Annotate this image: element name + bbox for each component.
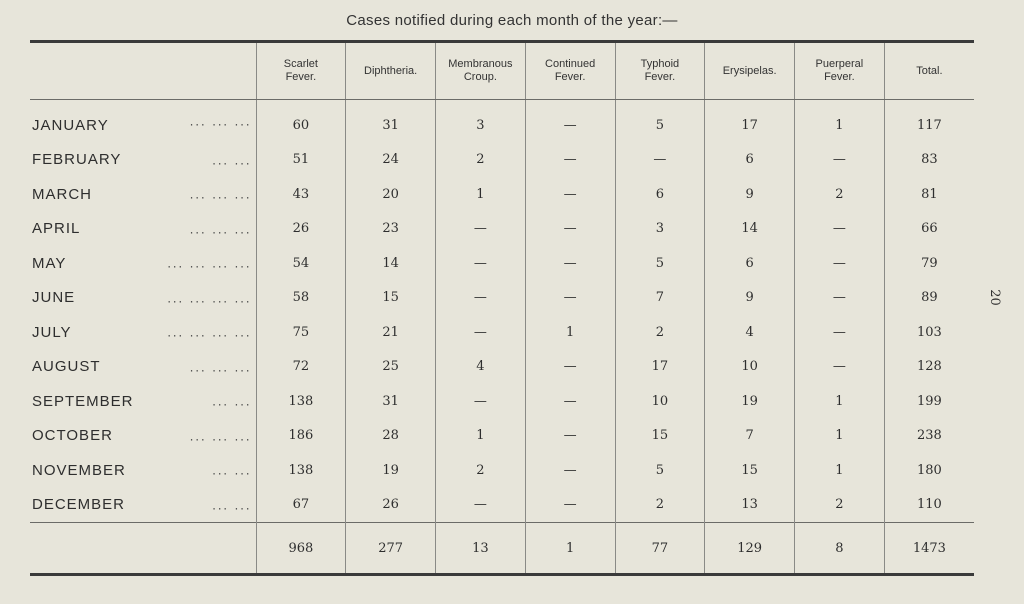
header-total: Total. [884,42,974,100]
month-cell [30,315,256,350]
value-cell: 23 [346,212,436,247]
value-cell: 128 [884,350,974,385]
value-cell: 17 [705,100,795,143]
header-membranous-croup: Membranous Croup. [436,42,526,100]
header-row [30,42,974,100]
value-cell: 89 [884,281,974,316]
value-cell: — [525,419,615,454]
value-cell: 14 [705,212,795,247]
value-cell: 15 [705,453,795,488]
value-cell: 1 [795,419,885,454]
leader-dots: ... ... [212,462,252,478]
value-cell: 14 [346,246,436,281]
leader-dots: ... ... ... ... [167,290,252,306]
value-cell: 1 [525,315,615,350]
value-cell: 5 [615,453,705,488]
month-label: SEPTEMBER [32,392,134,410]
value-cell: 31 [346,100,436,143]
leader-dots: ... ... [212,497,252,513]
value-cell: 4 [436,350,526,385]
value-cell: 186 [256,419,346,454]
header-month-blank [30,42,256,100]
value-cell: 6 [615,177,705,212]
value-cell: 26 [256,212,346,247]
value-cell: 3 [615,212,705,247]
value-cell: 83 [884,143,974,178]
value-cell: 66 [884,212,974,247]
table-row [30,100,974,143]
header-puerperal-fever: Puerperal Fever. [795,42,885,100]
value-cell: — [436,246,526,281]
value-cell: 1 [436,177,526,212]
value-cell: 54 [256,246,346,281]
month-label: DECEMBER [32,496,126,514]
total-cell: 1 [525,523,615,575]
value-cell: 9 [705,281,795,316]
value-cell: — [525,100,615,143]
month-cell [30,350,256,385]
value-cell: 10 [615,384,705,419]
value-cell: 180 [884,453,974,488]
value-cell: — [795,246,885,281]
value-cell: 4 [705,315,795,350]
table-row [30,281,974,316]
total-cell: 277 [346,523,436,575]
value-cell: — [525,384,615,419]
table-row [30,143,974,178]
value-cell: 2 [436,453,526,488]
total-cell: 968 [256,523,346,575]
table-row [30,246,974,281]
value-cell: 103 [884,315,974,350]
value-cell: — [795,315,885,350]
table-row [30,384,974,419]
value-cell: 2 [615,488,705,523]
value-cell: — [525,143,615,178]
table-row [30,350,974,385]
table-caption: Cases notified during each month of the year:— [346,12,678,29]
value-cell: — [795,281,885,316]
leader-dots: ... ... ... [189,359,252,375]
value-cell: — [436,212,526,247]
value-cell: 110 [884,488,974,523]
value-cell: 24 [346,143,436,178]
month-label: MARCH [32,185,92,203]
total-cell: 129 [705,523,795,575]
value-cell: 6 [705,143,795,178]
table-row [30,177,974,212]
value-cell: 3 [436,100,526,143]
value-cell: 2 [795,488,885,523]
value-cell: — [795,350,885,385]
value-cell: — [525,453,615,488]
value-cell: 15 [346,281,436,316]
month-label: NOVEMBER [32,461,126,479]
value-cell: 67 [256,488,346,523]
value-cell: 2 [795,177,885,212]
value-cell: 28 [346,419,436,454]
value-cell: 72 [256,350,346,385]
value-cell: 19 [705,384,795,419]
value-cell: 1 [795,453,885,488]
cases-table [30,40,974,576]
value-cell: — [615,143,705,178]
month-label: OCTOBER [32,427,113,445]
month-label: MAY [32,254,67,272]
value-cell: 21 [346,315,436,350]
value-cell: 199 [884,384,974,419]
value-cell: — [525,350,615,385]
leader-dots: ... ... ... [189,186,252,202]
month-cell [30,246,256,281]
header-erysipelas: Erysipelas. [705,42,795,100]
leader-dots: ... ... ... [189,221,252,237]
table-row [30,419,974,454]
value-cell: — [795,143,885,178]
value-cell: 1 [436,419,526,454]
value-cell: 117 [884,100,974,143]
month-cell [30,212,256,247]
total-cell: 1473 [884,523,974,575]
value-cell: 19 [346,453,436,488]
month-cell [30,453,256,488]
value-cell: 5 [615,100,705,143]
value-cell: 13 [705,488,795,523]
value-cell: 5 [615,246,705,281]
value-cell: 9 [705,177,795,212]
leader-dots: ... ... ... [189,113,252,129]
leader-dots: ... ... ... [189,428,252,444]
month-cell [30,100,256,143]
value-cell: — [436,281,526,316]
totals-row [30,523,974,575]
value-cell: 79 [884,246,974,281]
page-number: 20 [986,289,1002,306]
value-cell: 15 [615,419,705,454]
value-cell: 1 [795,100,885,143]
value-cell: 31 [346,384,436,419]
header-typhoid-fever: Typhoid Fever. [615,42,705,100]
month-cell [30,384,256,419]
value-cell: — [525,281,615,316]
leader-dots: ... ... ... ... [167,324,252,340]
header-scarlet-fever: Scarlet Fever. [256,42,346,100]
month-label: APRIL [32,220,81,238]
month-cell [30,281,256,316]
table-row [30,488,974,523]
month-cell [30,419,256,454]
leader-dots: ... ... ... ... [167,255,252,271]
value-cell: 60 [256,100,346,143]
value-cell: 7 [705,419,795,454]
value-cell: — [795,212,885,247]
header-continued-fever: Continued Fever. [525,42,615,100]
value-cell: 138 [256,384,346,419]
month-label: AUGUST [32,358,101,376]
value-cell: 10 [705,350,795,385]
value-cell: — [436,384,526,419]
month-label: JULY [32,323,72,341]
table-row [30,212,974,247]
month-label: JUNE [32,289,76,307]
value-cell: 6 [705,246,795,281]
month-cell [30,177,256,212]
leader-dots: ... ... [212,152,252,168]
value-cell: 7 [615,281,705,316]
value-cell: 17 [615,350,705,385]
value-cell: 26 [346,488,436,523]
month-label: FEBRUARY [32,151,122,169]
value-cell: 75 [256,315,346,350]
total-cell: 13 [436,523,526,575]
total-cell: 77 [615,523,705,575]
table-row [30,315,974,350]
value-cell: 2 [436,143,526,178]
month-cell [30,488,256,523]
value-cell: 1 [795,384,885,419]
value-cell: 43 [256,177,346,212]
total-cell: 8 [795,523,885,575]
value-cell: — [525,488,615,523]
value-cell: — [525,177,615,212]
table-row [30,453,974,488]
month-cell [30,143,256,178]
month-label: JANUARY [32,116,109,134]
value-cell: 81 [884,177,974,212]
leader-dots: ... ... [212,393,252,409]
value-cell: — [525,246,615,281]
value-cell: 51 [256,143,346,178]
value-cell: — [436,315,526,350]
value-cell: 2 [615,315,705,350]
value-cell: 58 [256,281,346,316]
value-cell: 25 [346,350,436,385]
value-cell: 20 [346,177,436,212]
totals-label-blank [30,523,256,575]
value-cell: 238 [884,419,974,454]
value-cell: — [525,212,615,247]
value-cell: 138 [256,453,346,488]
value-cell: — [436,488,526,523]
header-diphtheria: Diphtheria. [346,42,436,100]
